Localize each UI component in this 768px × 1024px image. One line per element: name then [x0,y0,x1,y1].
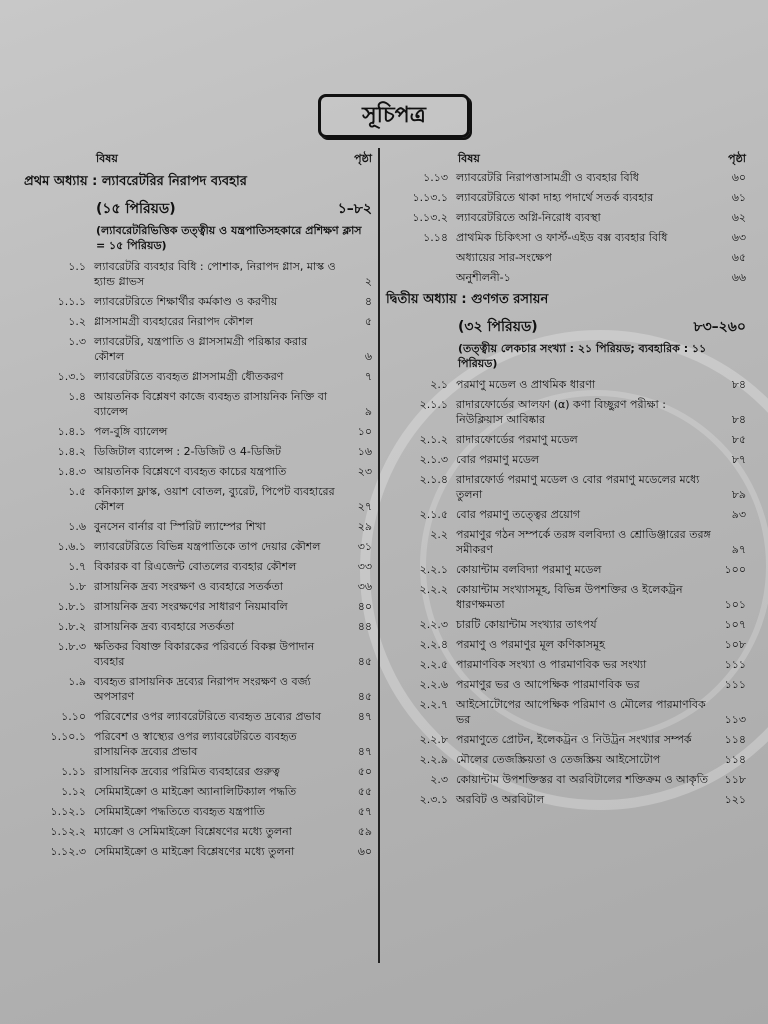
toc-entry [24,314,372,329]
toc-entry-number: ১.১০ [61,710,86,723]
toc-entry-title: পরমাণুতে প্রোটন, ইলেকট্রন ও নিউট্রন সংখ্যার সম্পর্ক [456,733,692,746]
toc-entry-number: ১.৬.১ [57,540,86,553]
toc-entry-number: ২.২.২ [419,583,448,596]
toc-entry [24,804,372,819]
right-header-subject: বিষয় [458,152,480,165]
toc-entry-page: ৫ [364,315,372,328]
toc-entry [24,369,372,384]
toc-entry-page: ৩১ [357,540,372,553]
toc-entry [386,397,746,427]
toc-entry-title: পারমাণবিক সংখ্যা ও পারমাণবিক ভর সংখ্যা [456,658,647,671]
toc-entry [24,334,372,364]
toc-entry-title: রাদারফোর্ডের আলফা (α) কণা বিচ্ছুরণ পরীক্ষা : নিউক্লিয়াস আবিষ্কার [456,398,666,426]
toc-entry-number: ২.২.৭ [419,698,448,711]
toc-entry [24,729,372,759]
toc-entry-title: রাসায়নিক দ্রব্য সংরক্ষণের সাধারণ নিয়মাবলি [94,600,288,613]
toc-entry-number: ১.১৩.২ [412,211,448,224]
chapter-2-period [386,315,746,339]
toc-entry [24,619,372,634]
toc-entry [386,752,746,767]
toc-entry-page: ৪৭ [357,710,372,723]
toc-entry-title: ল্যাবরেটরি নিরাপত্তাসামগ্রী ও ব্যবহার বিধি [456,171,639,184]
toc-entry-title: ল্যাবরেটরিতে শিক্ষার্থীর কর্মকাণ্ড ও করণীয় [94,295,278,308]
toc-entry-title: রাসায়নিক দ্রব্য ব্যবহারে সতর্কতা [94,620,235,633]
toc-entry-number: ২.১.৩ [419,453,448,466]
toc-entry [24,559,372,574]
toc-entry-title: রাসায়নিক দ্রব্যের পরিমিত ব্যবহারের গুরুত্ব [94,765,280,778]
toc-entry-number: ১.১৪ [423,231,448,244]
toc-entry-number: ১.৩ [68,335,86,348]
toc-entry-title: মৌলের তেজস্ক্রিয়তা ও তেজস্ক্রিয় আইসোটোপ [456,753,661,766]
toc-entry-page: ৯৭ [731,543,746,556]
toc-entry-number: ২.২.৮ [419,733,448,746]
toc-entry-page: ৮৪ [731,413,746,426]
toc-entry [386,452,746,467]
toc-entry-page: ১০৮ [724,638,746,651]
toc-entry-title: ল্যাবরেটরি, যন্ত্রপাতি ও গ্লাসসামগ্রী পরিষ্কার করার কৌশল [94,335,308,363]
toc-entry [386,377,746,392]
toc-entry [386,190,746,205]
right-entry-list-top [386,170,746,285]
toc-entry-number: ২.২.৩ [419,618,448,631]
toc-entry-title: গ্লাসসামগ্রী ব্যবহারের নিরাপদ কৌশল [94,315,254,328]
toc-entry-page: ২ [364,275,372,288]
toc-entry-title: পরমাণু ও পরমাণুর মূল কণিকাসমূহ [456,638,605,651]
toc-entry-number: ১.২ [68,315,86,328]
toc-entry-page: ১০ [357,425,372,438]
toc-entry-number: ১.৯ [68,675,86,688]
toc-entry [24,674,372,704]
toc-entry [386,637,746,652]
toc-entry-page: ৫৫ [357,785,372,798]
toc-entry-title: কোয়ান্টাম সংখ্যাসমূহ, বিভিন্ন উপশক্তির ও ইলেকট্রন ধারণক্ষমতা [456,583,683,611]
toc-entry [24,464,372,479]
toc-entry-title: পরিবেশ ও স্বাস্থ্যের ওপর ল্যাবরেটরিতে ব্যবহৃত রাসায়নিক দ্রব্যের প্রভাব [94,730,297,758]
toc-entry [386,472,746,502]
toc-entry [386,582,746,612]
toc-entry-page: ১০০ [724,563,746,576]
toc-entry-number: ১.১১ [61,765,86,778]
toc-entry-title: পরমাণু মডেল ও প্রাথমিক ধারণা [456,378,596,391]
toc-entry-page: ৫৭ [357,805,372,818]
toc-entry-title: আয়তনিক বিশ্লেষণ কাজে ব্যবহৃত রাসায়নিক নিক্তি বা ব্যালেন্স [94,390,328,418]
toc-entry-page: ৪০ [357,600,372,613]
column-divider [378,148,380,963]
chapter-2-page-range: ৮৩–২৬০ [693,319,746,335]
toc-entry-title: পরমাণুর গঠন সম্পর্কে তরঙ্গ বলবিদ্যা ও শ্রোডিঞ্জারের তরঙ্গ সমীকরণ [456,528,711,556]
chapter-1-period-text: (১৫ পিরিয়ড) [96,201,176,217]
toc-entry-number: ১.১৩.১ [412,191,448,204]
toc-entry-title: বিকারক বা রিএজেন্ট বোতলের ব্যবহার কৌশল [94,560,297,573]
left-column [24,150,372,864]
toc-entry [386,732,746,747]
toc-entry-number: ২.২.৯ [419,753,448,766]
right-header-page: পৃষ্ঠা [728,152,746,165]
toc-entry [24,824,372,839]
toc-entry-page: ৬৬ [731,271,746,284]
toc-entry-number: ১.৪ [68,390,86,403]
toc-entry [386,230,746,245]
toc-entry-number: ২.৩ [430,773,448,786]
toc-entry [24,639,372,669]
toc-entry-title: সেমিমাইক্রো ও মাইক্রো অ্যানালিটিক্যাল পদ্ধতি [94,785,297,798]
toc-entry [386,562,746,577]
toc-entry [24,539,372,554]
toc-entry [24,259,372,289]
chapter-1-period [24,197,372,221]
toc-entry-title: ক্ষতিকর বিষাক্ত বিকারকের পরিবর্তে বিকল্প উপাদান ব্যবহার [94,640,315,668]
toc-entry-number: ২.১.২ [419,433,448,446]
toc-entry [386,170,746,185]
toc-entry [24,484,372,514]
toc-entry-title: পরিবেশের ওপর ল্যাবরেটরিতে ব্যবহৃত দ্রব্যের প্রভাব [94,710,322,723]
page-title: সূচিপত্র [318,94,470,138]
toc-entry-title: ল্যাবরেটরিতে অগ্নি-নিরোধ ব্যবস্থা [456,211,601,224]
toc-entry-number: ২.২ [430,528,448,541]
toc-entry [24,764,372,779]
chapter-1-page-range: ১–৮২ [337,201,372,217]
toc-entry [386,657,746,672]
toc-entry [386,792,746,807]
left-header [24,150,372,170]
toc-entry-page: ১৬ [357,445,372,458]
toc-entry [24,579,372,594]
toc-entry [386,250,746,265]
toc-entry-number: ২.১.৪ [419,473,448,486]
toc-entry-page: ৬১ [731,191,746,204]
toc-entry-title: ল্যাবরেটরিতে থাকা দাহ্য পদার্থে সতর্ক ব্যবহার [456,191,654,204]
toc-entry [24,424,372,439]
toc-entry-number: ১.৮.৩ [57,640,86,653]
toc-entry-title: ম্যাক্রো ও সেমিমাইক্রো বিশ্লেষণের মধ্যে তুলনা [94,825,292,838]
toc-entry-number: ১.৫ [68,485,86,498]
toc-entry-title: ডিজিটাল ব্যালেন্স : 2-ডিজিট ও 4-ডিজিট [94,445,282,458]
toc-entry-title: ব্যবহৃত রাসায়নিক দ্রব্যের নিরাপদ সংরক্ষণ ও বর্জ্য অপসারণ [94,675,311,703]
toc-entry-number: ২.২.৬ [419,678,448,691]
toc-entry-page: ৪৫ [357,690,372,703]
toc-entry-page: ৪৭ [357,745,372,758]
toc-entry-page: ৩৬ [357,580,372,593]
toc-entry-page: ৪ [364,295,372,308]
toc-entry-page: ১০১ [724,598,746,611]
toc-entry-page: ৯৩ [731,508,746,521]
toc-entry-page: ১১৩ [724,713,746,726]
toc-entry-number: ২.১.১ [419,398,448,411]
left-entry-list [24,259,372,859]
toc-entry-title: ল্যাবরেটরি ব্যবহার বিধি : পোশাক, নিরাপদ গ্লাস, মাস্ক ও হ্যান্ড গ্লাভস [94,260,336,288]
toc-entry-number: ১.৭ [68,560,86,573]
toc-entry-page: ৬০ [357,845,372,858]
chapter-2-title: দ্বিতীয় অধ্যায় : গুণগত রসায়ন [386,292,549,307]
toc-entry [24,599,372,614]
toc-entry [386,697,746,727]
toc-entry-number: ১.৮.২ [57,620,86,633]
toc-entry-number: ২.২.১ [419,563,448,576]
toc-entry-page: ১১৮ [724,773,746,786]
toc-entry-number: ১.১২.২ [50,825,86,838]
toc-entry [386,432,746,447]
toc-entry-page: ৬ [364,350,372,363]
toc-entry-title: অনুশীলনী-১ [456,271,511,284]
toc-entry-page: ১১১ [724,678,746,691]
toc-entry-page: ৪৪ [357,620,372,633]
toc-entry-title: পল-বুঙ্গি ব্যালেন্স [94,425,168,438]
toc-entry [386,210,746,225]
toc-entry-number: ২.১ [430,378,448,391]
toc-entry-page: ৬০ [731,171,746,184]
toc-entry-page: ২৯ [357,520,372,533]
toc-entry-number: ২.২.৫ [419,658,448,671]
right-header [386,150,746,170]
chapter-2-period-text: (৩২ পিরিয়ড) [458,319,538,335]
toc-entry-number: ১.১২.১ [50,805,86,818]
toc-entry [24,519,372,534]
toc-entry-page: ১১১ [724,658,746,671]
toc-entry-title: প্রাথমিক চিকিৎসা ও ফার্স্ট-এইড বক্স ব্যবহার বিধি [456,231,668,244]
toc-entry-page: ৮৯ [731,488,746,501]
toc-entry-page: ১১৪ [724,733,746,746]
toc-entry-title: ল্যাবরেটরিতে বিভিন্ন যন্ত্রপাতিকে তাপ দেয়ার কৌশল [94,540,321,553]
toc-entry-page: ৬৫ [731,251,746,264]
toc-entry-number [386,250,456,265]
right-entry-list [386,377,746,807]
toc-entry-title: কোয়ান্টাম বলবিদ্যা পরমাণু মডেল [456,563,602,576]
toc-entry [386,677,746,692]
toc-entry-number: ২.১.৫ [419,508,448,521]
chapter-1-note: (ল্যাবরেটরিভিত্তিক তত্ত্বীয় ও যন্ত্রপাতিসহকারে প্রশিক্ষণ ক্লাস = ১৫ পিরিয়ড) [96,224,362,252]
toc-entry-title: চারটি কোয়ান্টাম সংখ্যার তাৎপর্য [456,618,597,631]
toc-entry [386,270,746,285]
toc-entry-title: আয়তনিক বিশ্লেষণে ব্যবহৃত কাচের যন্ত্রপাতি [94,465,287,478]
toc-entry-page: ৭ [364,370,372,383]
toc-entry [24,784,372,799]
toc-entry-page: ১১৪ [724,753,746,766]
chapter-2-note: (তত্ত্বীয় লেকচার সংখ্যা : ২১ পিরিয়ড; ব্যবহারিক : ১১ পিরিয়ড) [458,342,707,370]
toc-entry-title: রাদারফোর্ডের পরমাণু মডেল [456,433,578,446]
toc-entry-title: বোর পরমাণু মডেল [456,453,540,466]
toc-entry-number: ১.১.১ [57,295,86,308]
toc-entry-number: ১.১২ [61,785,86,798]
toc-entry-number [386,270,456,285]
toc-entry-page: ৮৫ [731,433,746,446]
toc-entry-page: ২৭ [357,500,372,513]
toc-entry-title: অরবিট ও অরবিটাল [456,793,545,806]
toc-entry-title: ল্যাবরেটরিতে ব্যবহৃত গ্লাসসামগ্রী ধৌতকরণ [94,370,284,383]
toc-entry-page: ৪৫ [357,655,372,668]
toc-entry-page: ৯ [364,405,372,418]
toc-entry-title: বোর পরমাণু তত্ত্বের প্রয়োগ [456,508,581,521]
toc-entry-number: ১.৪.১ [57,425,86,438]
toc-entry-title: কোয়ান্টাম উপশক্তিস্তর বা অরবিটালের শক্তিক্রম ও আকৃতি [456,773,708,786]
toc-entry-number: ১.৮ [68,580,86,593]
right-column [386,150,746,812]
toc-entry [386,772,746,787]
toc-entry-title: অধ্যায়ের সার-সংক্ষেপ [456,251,552,264]
toc-entry-number: ১.৪.২ [57,445,86,458]
left-header-page: পৃষ্ঠা [354,152,372,165]
toc-entry-number: ২.৩.১ [419,793,448,806]
toc-entry-number: ১.১৩ [423,171,448,184]
toc-entry-title: রাদারফোর্ড পরমাণু মডেল ও বোর পরমাণু মডেলের মধ্যে তুলনা [456,473,700,501]
toc-entry-page: ৫৯ [357,825,372,838]
toc-entry-page: ৬২ [731,211,746,224]
chapter-1-title: প্রথম অধ্যায় : ল্যাবরেটরির নিরাপদ ব্যবহার [24,174,247,189]
toc-entry-number: ১.১ [68,260,86,273]
toc-entry-number: ১.৩.১ [57,370,86,383]
toc-entry [24,844,372,859]
toc-entry [24,709,372,724]
toc-entry-title: আইসোটোপের আপেক্ষিক পরিমাণ ও মৌলের পারমাণবিক ভর [456,698,706,726]
toc-entry-number: ১.১০.১ [50,730,86,743]
toc-entry-number: ১.৮.১ [57,600,86,613]
toc-entry [24,444,372,459]
toc-entry-number: ১.১২.৩ [50,845,86,858]
left-header-subject: বিষয় [96,152,118,165]
toc-entry-page: ৩৩ [357,560,372,573]
toc-entry-title: পরমাণুর ভর ও আপেক্ষিক পারমাণবিক ভর [456,678,640,691]
toc-entry-page: ২৩ [357,465,372,478]
toc-entry [386,507,746,522]
toc-entry [24,389,372,419]
toc-entry-page: ৮৪ [731,378,746,391]
toc-entry-number: ১.৬ [68,520,86,533]
toc-entry-number: ১.৪.৩ [57,465,86,478]
toc-entry-title: সেমিমাইক্রো ও মাইক্রো বিশ্লেষণের মধ্যে তুলনা [94,845,295,858]
toc-entry-page: ১২১ [724,793,746,806]
toc-entry [386,617,746,632]
toc-entry-title: রাসায়নিক দ্রব্য সংরক্ষণ ও ব্যবহারে সতর্কতা [94,580,283,593]
toc-entry-page: ৬৩ [731,231,746,244]
toc-entry-page: ৮৭ [731,453,746,466]
toc-entry-title: সেমিমাইক্রো পদ্ধতিতে ব্যবহৃত যন্ত্রপাতি [94,805,265,818]
toc-entry [24,294,372,309]
toc-entry-number: ২.২.৪ [419,638,448,651]
toc-entry [386,527,746,557]
toc-entry-page: ৫০ [357,765,372,778]
toc-entry-title: কনিক্যাল ফ্লাস্ক, ওয়াশ বোতল, ব্যুরেট, পিপেট ব্যবহারের কৌশল [94,485,335,513]
toc-entry-title: বুনসেন বার্নার বা স্পিরিট ল্যাম্পের শিখা [94,520,266,533]
toc-entry-page: ১০৭ [724,618,746,631]
